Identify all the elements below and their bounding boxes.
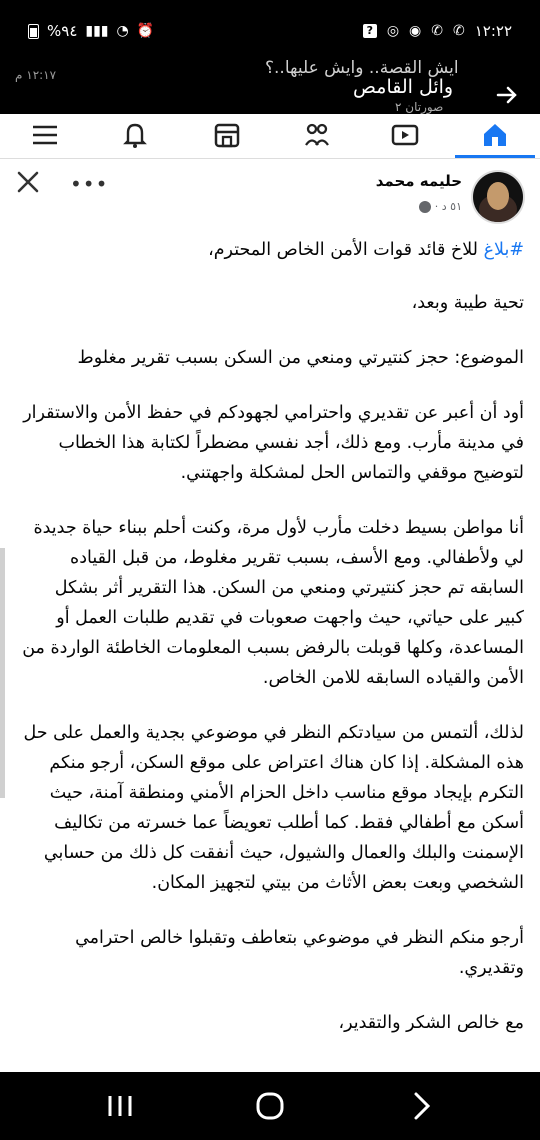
marketplace-icon[interactable]	[210, 118, 244, 152]
recents-button[interactable]	[100, 1088, 140, 1124]
battery-icon	[28, 24, 39, 39]
story-time: ١٢:١٧ م	[15, 68, 57, 82]
close-icon[interactable]	[14, 168, 42, 196]
groups-icon[interactable]	[300, 118, 334, 152]
post-paragraph-5: أنا مواطن بسيط دخلت مأرب لأول مرة، وكنت أحلم ببناء حياة جديدة لي ولأطفالي. ومع الأسف، بسبب تقرير مغلوط، من قبل القياده السابقه تم حجز كنتيرتي ومنعي من السكن. هذا التقرير أثر بشكل كبير على حياتي، حيث واجهت صعوبات في تقديم طلبات العمل أو المساعدة، وكلها قوبلت بالرفض بسبب المعلومات الخاطئة الواردة من الأمن والقياده السابقه للامن الخاص.	[22, 518, 524, 688]
instagram-icon: ◎	[386, 23, 400, 39]
active-tab-indicator	[455, 155, 535, 158]
post-paragraph-6: لذلك، ألتمس من سيادتكم النظر في موضوعي بجدية والعمل على حل هذه المشكلة. إذا كان هناك اعتراض على موقع السكن، أرجو منكم التكرم بإيجاد موقع مناسب داخل الحزام الأمني ومنطقة آمنة، حيث أسكن مع أطفالي فقط. كما أطلب تعويضاً عما خسرته من تكاليف الإسمنت والبلك والعمال والشيول، حيث أنفقت كل ذلك من حسابي الشخصي وبعت بعض الأثاث من بيتي لتجهيز المكان.	[23, 723, 524, 893]
post-paragraph-7: أرجو منكم النظر في موضوعي بتعاطف وتقبلوا خالص احترامي وتقديري.	[75, 928, 524, 978]
post-paragraph-8: مع خالص الشكر والتقدير،	[338, 1013, 524, 1033]
more-options-icon[interactable]: •••	[70, 172, 109, 196]
alarm-icon: ⏰	[136, 23, 155, 39]
notifications-icon[interactable]	[118, 118, 152, 152]
story-title: ايش القصة.. وايش عليها..؟	[265, 58, 459, 78]
post-body	[22, 235, 524, 1063]
menu-icon[interactable]	[28, 118, 62, 152]
home-icon[interactable]	[478, 118, 512, 152]
status-right	[363, 22, 512, 40]
status-left	[28, 22, 154, 40]
scrollbar[interactable]	[0, 548, 5, 798]
post-meta	[419, 200, 462, 213]
post-paragraph-4: أود أن أعبر عن تقديري واحترامي لجهودكم في حفظ الأمن والاستقرار في مدينة مأرب. ومع ذلك، أجد نفسي مضطراً لكتابة هذا الخطاب لتوضيح موقفي والتماس الحل لمشكلة واجهتني.	[23, 403, 524, 483]
hashtag-link[interactable]: #بلاغ	[483, 240, 524, 260]
watch-icon[interactable]	[388, 118, 422, 152]
signal-icon: ▮▮▮	[85, 23, 109, 39]
status-time: ١٢:٢٢	[474, 22, 512, 40]
arrow-right-icon[interactable]	[496, 84, 518, 106]
wifi-icon: ◔	[116, 23, 129, 39]
story-subtitle: صورتان ٢	[395, 100, 444, 114]
messenger-icon: ◉	[409, 23, 422, 39]
post-paragraph-3: الموضوع: حجز كنتيرتي ومنعي من السكن بسبب تقرير مغلوط	[77, 348, 524, 368]
post-paragraph-1	[22, 235, 524, 265]
status-bar	[0, 0, 540, 58]
help-icon: ?	[363, 24, 377, 38]
author-avatar[interactable]	[473, 172, 523, 222]
top-navbar	[0, 114, 540, 159]
globe-icon	[419, 201, 431, 213]
whatsapp-icon: ✆	[431, 23, 443, 39]
battery-level: %٩٤	[47, 22, 78, 40]
home-button[interactable]	[250, 1088, 290, 1124]
post-paragraph-2: تحية طيبة وبعد،	[411, 293, 524, 313]
post-author[interactable]: حليمه محمد	[375, 172, 462, 190]
avatar-face	[487, 182, 509, 210]
back-button[interactable]	[402, 1088, 442, 1124]
system-navigation-bar	[0, 1072, 540, 1140]
whatsapp-icon-2: ✆	[452, 23, 465, 39]
salutation-line: للاخ قائد قوات الأمن الخاص المحترم،	[208, 240, 478, 260]
post-timestamp: ٥١ د ·	[434, 200, 462, 213]
story-author[interactable]: وائل القامص	[353, 76, 454, 98]
